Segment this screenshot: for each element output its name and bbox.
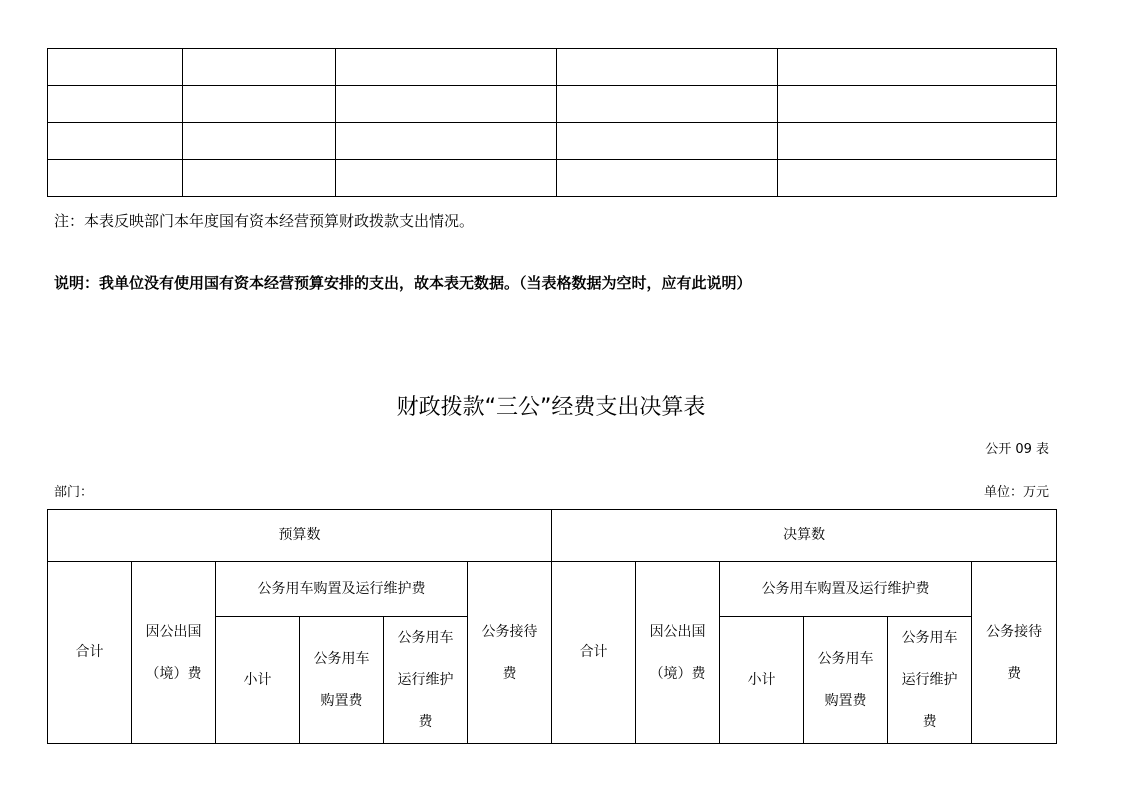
header-final-total: 合计 xyxy=(552,562,636,744)
table-cell xyxy=(336,123,557,160)
header-budget-abroad: 因公出国 （境）费 xyxy=(132,562,216,744)
table-cell xyxy=(336,49,557,86)
header-final-purchase: 公务用车 购置费 xyxy=(804,617,888,744)
table-cell xyxy=(557,160,778,197)
table-row xyxy=(48,86,1057,123)
three-public-expenses-table xyxy=(47,509,1057,744)
table-cell xyxy=(48,86,183,123)
header-budget-vehicle: 公务用车购置及运行维护费 xyxy=(216,562,468,617)
table-cell xyxy=(183,49,336,86)
header-final-abroad: 因公出国 （境）费 xyxy=(636,562,720,744)
table-cell xyxy=(557,123,778,160)
header-budget-subtotal: 小计 xyxy=(216,617,300,744)
table-cell xyxy=(48,123,183,160)
unit-label: 单位：万元 xyxy=(983,485,1049,500)
table-cell xyxy=(183,160,336,197)
table-cell xyxy=(778,160,1057,197)
table-row xyxy=(48,510,1057,562)
table-code: 公开 09 表 xyxy=(985,442,1049,457)
header-budget-purchase: 公务用车 购置费 xyxy=(300,617,384,744)
empty-data-explanation: 说明：我单位没有使用国有资本经营预算安排的支出，故本表无数据。（当表格数据为空时，应有此说明） xyxy=(54,274,752,292)
table-cell xyxy=(183,123,336,160)
table-cell xyxy=(336,160,557,197)
table-row xyxy=(48,160,1057,197)
table-row xyxy=(48,49,1057,86)
page-title: 财政拨款“三公”经费支出决算表 xyxy=(396,395,706,420)
table-row xyxy=(48,562,1057,617)
previous-table xyxy=(47,48,1057,197)
table-cell xyxy=(778,123,1057,160)
header-final-vehicle: 公务用车购置及运行维护费 xyxy=(720,562,972,617)
header-budget-operation: 公务用车 运行维护 费 xyxy=(384,617,468,744)
table-cell xyxy=(778,86,1057,123)
table-cell xyxy=(557,49,778,86)
header-final-subtotal: 小计 xyxy=(720,617,804,744)
header-budget-total: 合计 xyxy=(48,562,132,744)
department-label: 部门： xyxy=(54,485,94,500)
table-cell xyxy=(778,49,1057,86)
table-cell xyxy=(336,86,557,123)
header-final-operation: 公务用车 运行维护 费 xyxy=(888,617,972,744)
header-final: 决算数 xyxy=(552,510,1057,562)
header-budget: 预算数 xyxy=(48,510,552,562)
table-cell xyxy=(557,86,778,123)
table-cell xyxy=(48,49,183,86)
table-cell xyxy=(183,86,336,123)
header-final-reception: 公务接待 费 xyxy=(972,562,1057,744)
table-row xyxy=(48,123,1057,160)
header-budget-reception: 公务接待 费 xyxy=(468,562,552,744)
table-note: 注：本表反映部门本年度国有资本经营预算财政拨款支出情况。 xyxy=(54,212,475,230)
table-cell xyxy=(48,160,183,197)
